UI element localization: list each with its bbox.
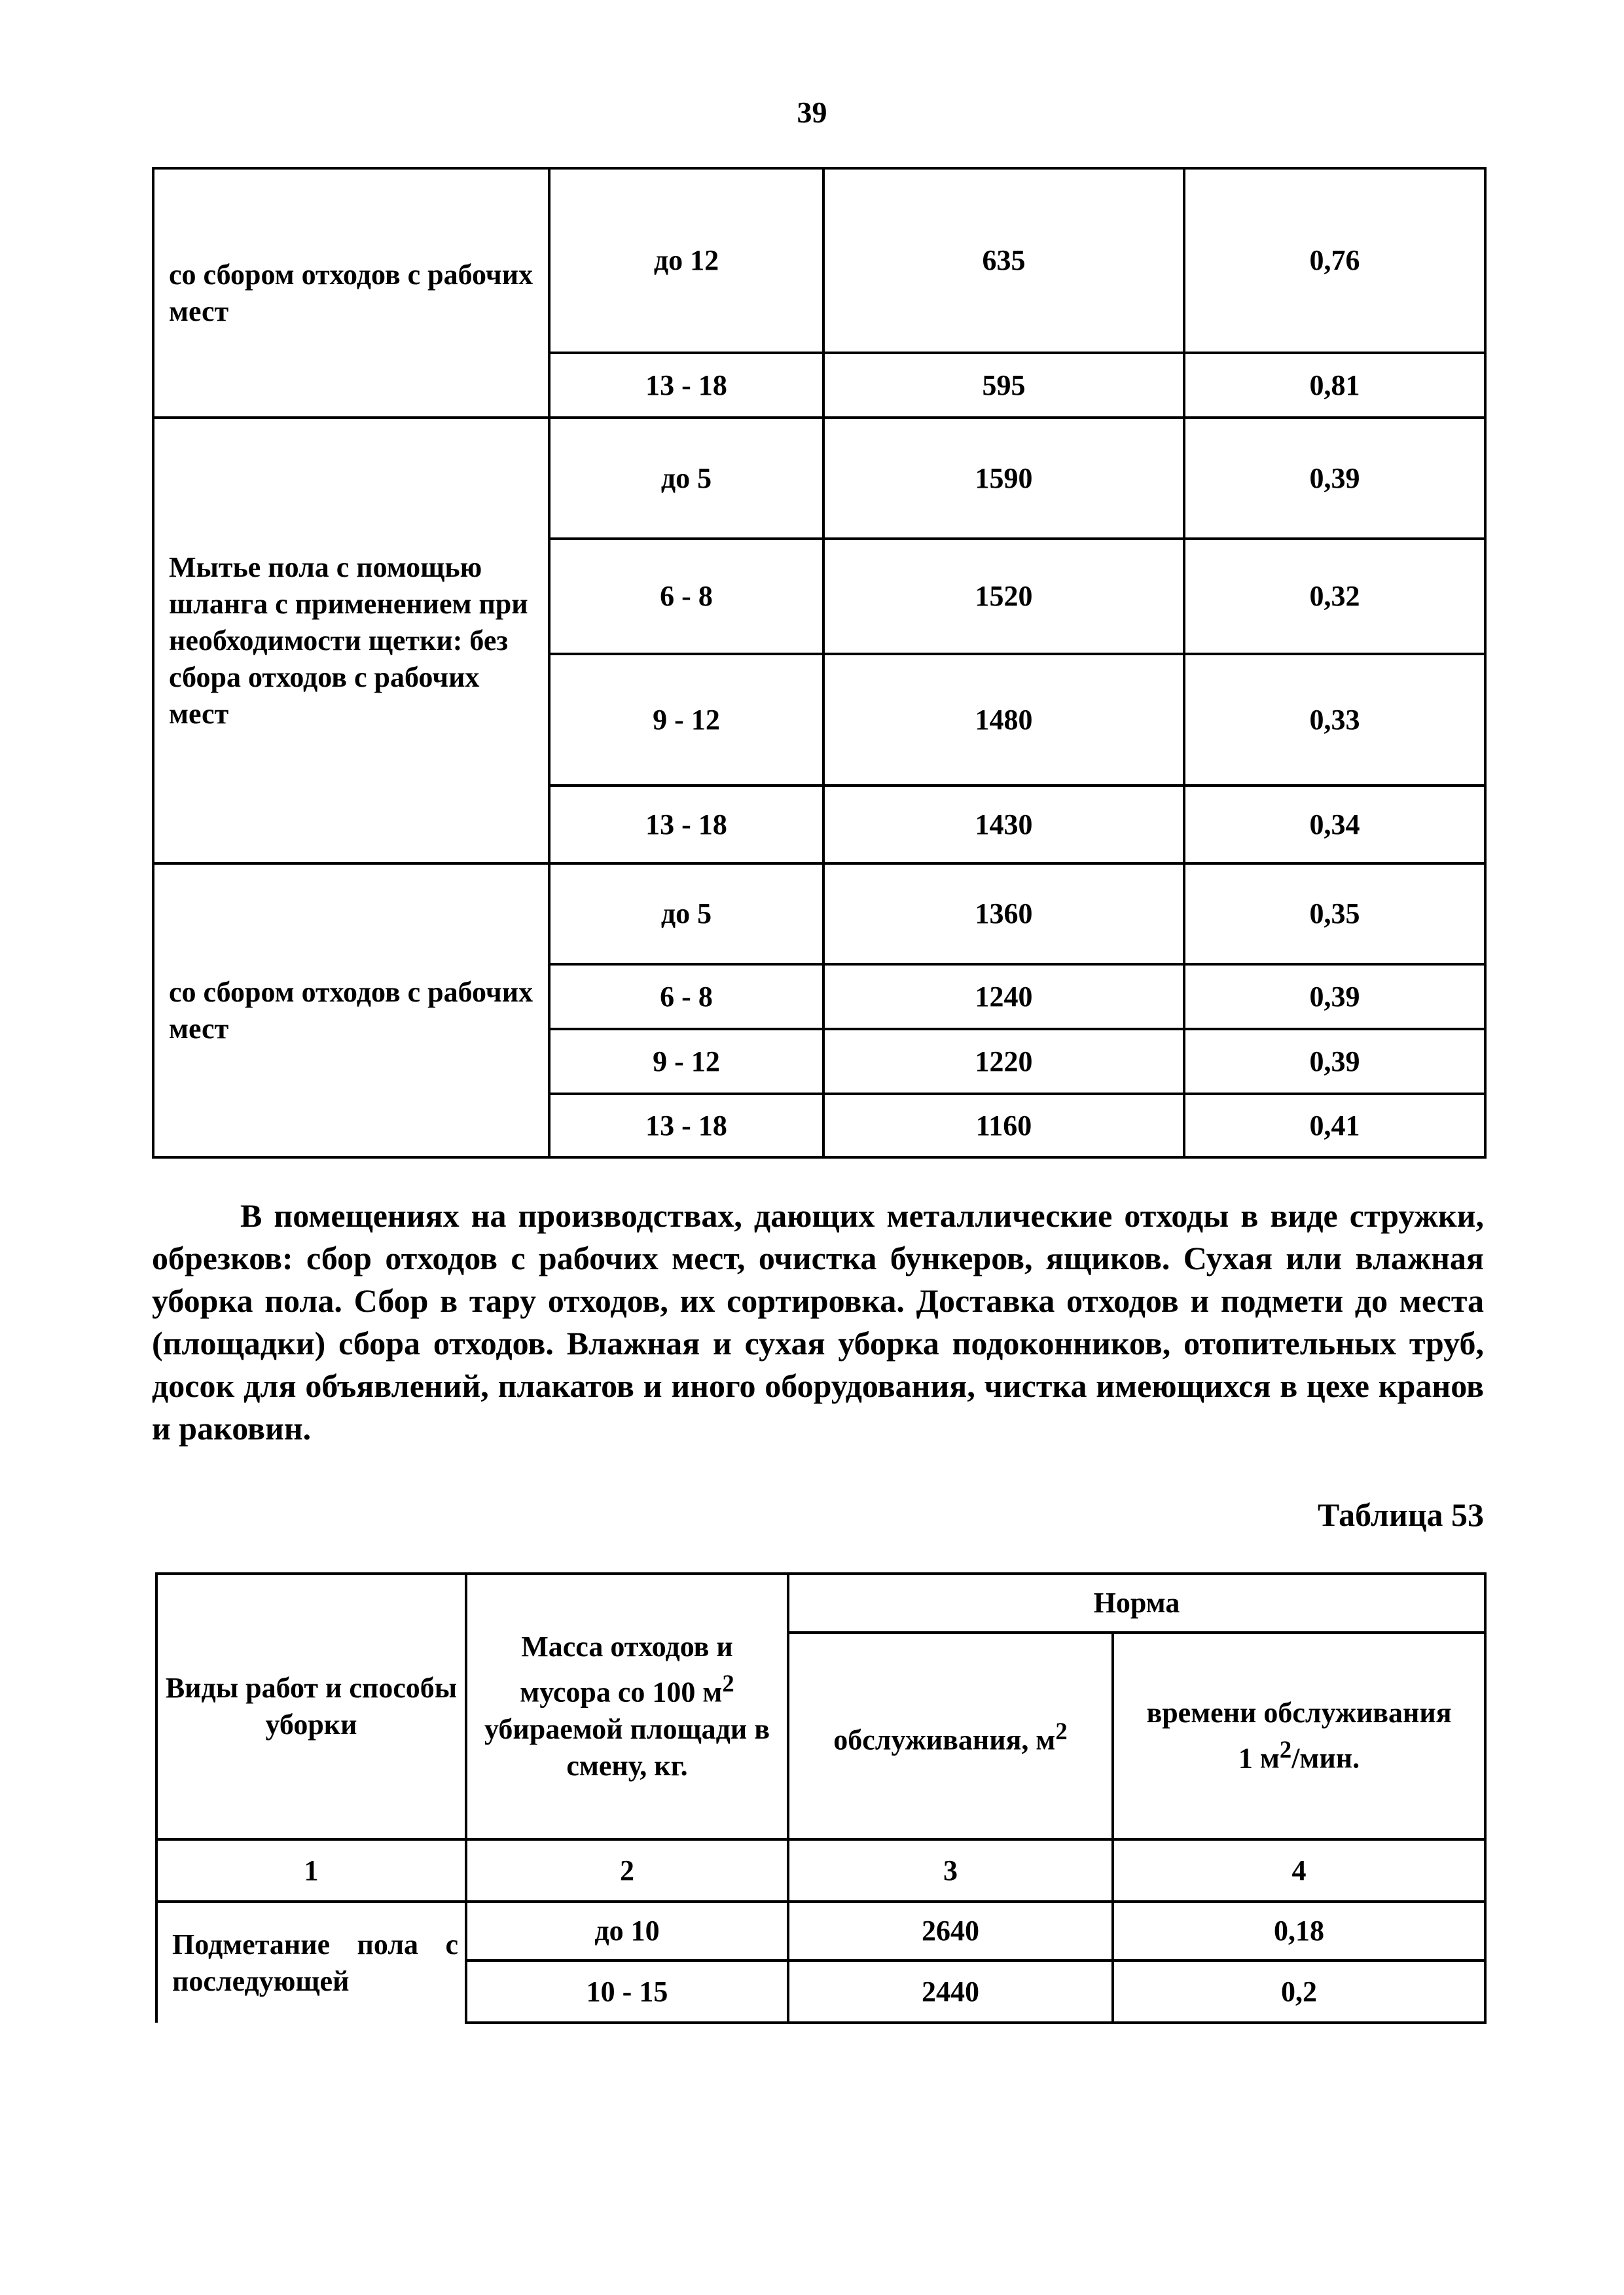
header-text: убираемой площади в смену, кг. [484,1712,770,1782]
header-work-type: Виды работ и способы уборки [156,1574,466,1839]
body-paragraph: В помещениях на производствах, дающих металлические отходы в виде стружки, обрезков: сбор отходов с рабочих мест, очистка бункеров, ящиков. Сухая или влажная уборка пола. Сбор в тару отходов, их сортировка. Доставка отходов и подмети до места (площадки) сбора отходов. Влажная и сухая уборка подоконников, отопительных труб, досок для объявлений, плакатов и иного оборудования, чистка имеющихся в цехе кранов и раковин. [152,1197,1484,1447]
service-norm-cell: 595 [823,353,1184,418]
service-norm-cell: 1220 [823,1029,1184,1094]
work-type-cell: со сбором отходов с рабочих мест [153,168,549,418]
work-type-cell: со сбором отходов с рабочих мест [153,863,549,1157]
table-row [153,418,1485,539]
superscript: 2 [1055,1718,1068,1745]
waste-mass-cell: 10 - 15 [466,1961,788,2023]
table-row [153,168,1485,353]
header-text: времени обслуживания [1146,1697,1452,1729]
time-norm-cell: 0,39 [1184,418,1485,539]
column-number: 1 [156,1839,466,1902]
service-norm-cell: 1240 [823,964,1184,1029]
waste-mass-cell: 13 - 18 [549,786,823,863]
header-text: обслуживания, м [833,1724,1056,1756]
service-norm-cell: 2640 [788,1902,1113,1961]
column-number: 2 [466,1839,788,1902]
service-norm-cell: 1520 [823,539,1184,654]
page-number: 39 [797,96,827,129]
time-norm-cell: 0,33 [1184,654,1485,786]
waste-mass-cell: 6 - 8 [549,539,823,654]
header-time-norm [1113,1633,1485,1839]
header-norm: Норма [788,1574,1485,1633]
service-norm-cell: 635 [823,168,1184,353]
waste-mass-cell: 13 - 18 [549,353,823,418]
work-type-cell: Мытье пола с помощью шланга с применением при необходимости щетки: без сбора отходов с рабочих мест [153,418,549,863]
waste-mass-cell: 6 - 8 [549,964,823,1029]
table-53 [155,1572,1487,2024]
header-text: Масса отходов и мусора со 100 м [520,1631,733,1708]
service-norm-cell: 2440 [788,1961,1113,2023]
service-norm-cell: 1480 [823,654,1184,786]
time-norm-cell: 0,81 [1184,353,1485,418]
time-norm-cell: 0,2 [1113,1961,1485,2023]
service-norm-cell: 1590 [823,418,1184,539]
header-waste-mass [466,1574,788,1839]
waste-mass-cell: 9 - 12 [549,654,823,786]
waste-mass-cell: до 10 [466,1902,788,1961]
header-text: /мин. [1291,1742,1360,1775]
time-norm-cell: 0,34 [1184,786,1485,863]
waste-mass-cell: 13 - 18 [549,1094,823,1157]
waste-mass-cell: 9 - 12 [549,1029,823,1094]
time-norm-cell: 0,39 [1184,964,1485,1029]
service-norm-cell: 1430 [823,786,1184,863]
time-norm-cell: 0,39 [1184,1029,1485,1094]
column-number: 3 [788,1839,1113,1902]
time-norm-cell: 0,41 [1184,1094,1485,1157]
header-row [156,1574,1485,1633]
time-norm-cell: 0,32 [1184,539,1485,654]
superscript: 2 [722,1670,734,1697]
waste-mass-cell: до 5 [549,418,823,539]
time-norm-cell: 0,18 [1113,1902,1485,1961]
waste-mass-cell: до 5 [549,863,823,964]
column-numbers-row [156,1839,1485,1902]
table-caption: Таблица 53 [1317,1496,1484,1533]
service-norm-cell: 1360 [823,863,1184,964]
time-norm-cell: 0,76 [1184,168,1485,353]
superscript: 2 [1279,1736,1292,1763]
time-norm-cell: 0,35 [1184,863,1485,964]
column-number: 4 [1113,1839,1485,1902]
waste-mass-cell: до 12 [549,168,823,353]
service-norm-cell: 1160 [823,1094,1184,1157]
cleaning-norms-table-continued [152,167,1487,1159]
table-row [156,1902,1485,1961]
header-text: 1 м [1238,1742,1280,1775]
header-service-norm [788,1633,1113,1839]
work-type-cell: Подметание пола с последующей [156,1902,466,2023]
table-row [153,863,1485,964]
